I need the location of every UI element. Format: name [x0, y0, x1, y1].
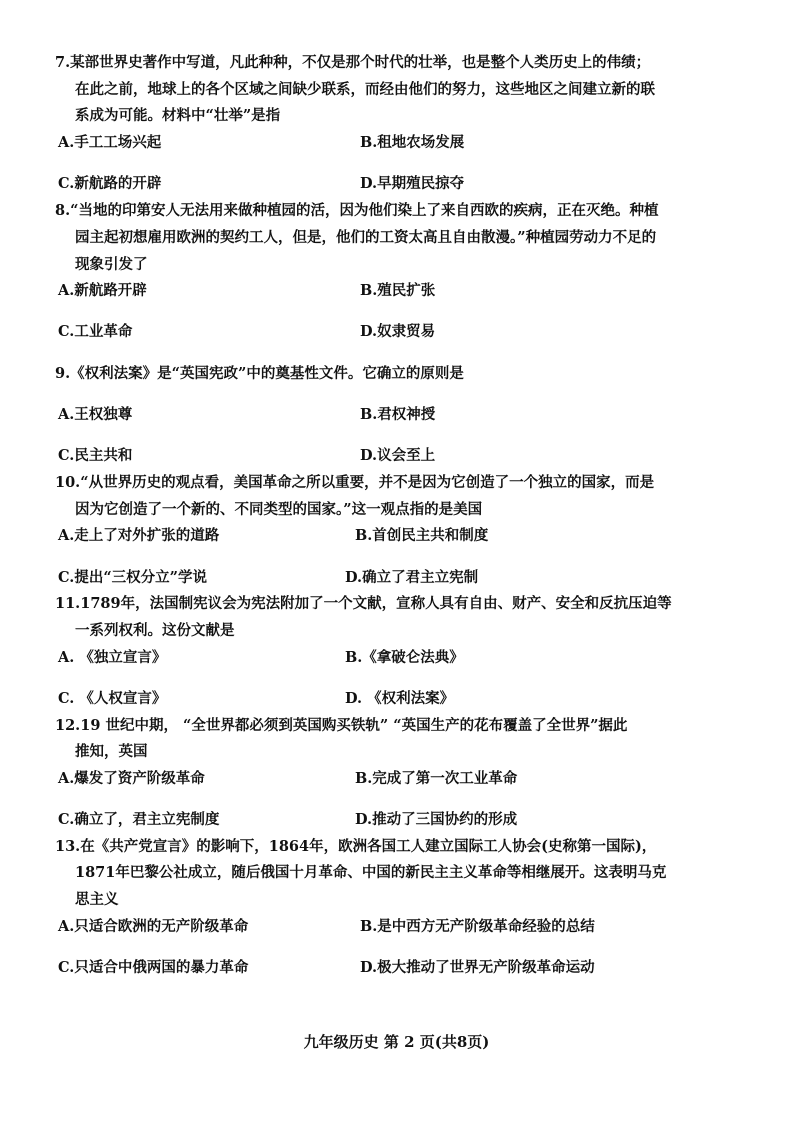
question-13-option-d[interactable]: D.极大推动了世界无产阶级革命运动	[360, 959, 595, 976]
question-11-stem-line-2: 一系列权利。这份文献是	[75, 622, 235, 639]
question-8-option-c[interactable]: C.工业革命	[58, 323, 133, 340]
question-8-stem-line-1: 8.“当地的印第安人无法用来做种植园的活，因为他们染上了来自西欧的疾病，正在灭绝。种植	[55, 202, 659, 219]
question-8-option-a[interactable]: A.新航路开辟	[58, 282, 147, 299]
question-11-option-c[interactable]: C. 《人权宣言》	[58, 690, 167, 707]
question-13-option-a[interactable]: A.只适合欧洲的无产阶级革命	[58, 918, 249, 935]
question-13-stem-line-3: 思主义	[75, 891, 119, 908]
question-10-option-b[interactable]: B.首创民主共和制度	[355, 527, 489, 544]
question-11-stem-line-1: 11.1789年，法国制宪议会为宪法附加了一个文献，宣称人具有自由、财产、安全和反抗压迫等	[55, 595, 672, 612]
question-7-stem-line-2: 在此之前，地球上的各个区域之间缺少联系，而经由他们的努力，这些地区之间建立新的联	[75, 81, 655, 98]
question-9-option-c[interactable]: C.民主共和	[58, 447, 133, 464]
question-8-stem-line-2: 园主起初想雇用欧洲的契约工人，但是，他们的工资太高且自由散漫。”种植园劳动力不足的	[75, 229, 657, 246]
question-12-option-a[interactable]: A.爆发了资产阶级革命	[58, 770, 205, 787]
question-13-option-b[interactable]: B.是中西方无产阶级革命经验的总结	[360, 918, 595, 935]
question-11-option-b[interactable]: B.《拿破仑法典》	[345, 649, 464, 666]
question-12-option-c[interactable]: C.确立了，君主立宪制度	[58, 811, 220, 828]
question-10-option-d[interactable]: D.确立了君主立宪制	[345, 569, 479, 586]
page-footer: 九年级历史 第 2 页(共8页)	[303, 1033, 490, 1051]
question-9-option-d[interactable]: D.议会至上	[360, 447, 436, 464]
question-7-option-b[interactable]: B.租地农场发展	[360, 134, 465, 151]
question-11-option-a[interactable]: A. 《独立宣言》	[58, 649, 167, 666]
question-12-stem-line-2: 推知，英国	[75, 743, 148, 760]
question-9-option-b[interactable]: B.君权神授	[360, 406, 436, 423]
question-13-stem-line-1: 13.在《共产党宣言》的影响下，1864年，欧洲各国工人建立国际工人协会(史称第一国际)，	[55, 838, 657, 855]
question-13-option-c[interactable]: C.只适合中俄两国的暴力革命	[58, 959, 249, 976]
question-11-option-d[interactable]: D. 《权利法案》	[345, 690, 455, 707]
question-9-option-a[interactable]: A.王权独尊	[58, 406, 133, 423]
question-8-option-d[interactable]: D.奴隶贸易	[360, 323, 436, 340]
question-10-stem-line-1: 10.“从世界历史的观点看，美国革命之所以重要，并不是因为它创造了一个独立的国家，而是	[55, 474, 655, 491]
question-7-stem-line-1: 7.某部世界史著作中写道，凡此种种，不仅是那个时代的壮举，也是整个人类历史上的伟绩；	[55, 54, 651, 71]
question-10-option-a[interactable]: A.走上了对外扩张的道路	[58, 527, 220, 544]
question-7-stem-line-3: 系成为可能。材料中“壮举”是指	[75, 107, 281, 124]
question-12-stem-line-1: 12.19 世纪中期， “全世界都必须到英国购买铁轨” “英国生产的花布覆盖了全世界”据此	[55, 717, 628, 734]
question-13-stem-line-2: 1871年巴黎公社成立，随后俄国十月革命、中国的新民主主义革命等相继展开。这表明马克	[75, 864, 667, 881]
question-7-option-a[interactable]: A.手工工场兴起	[58, 134, 162, 151]
question-12-option-b[interactable]: B.完成了第一次工业革命	[355, 770, 518, 787]
question-7-option-c[interactable]: C.新航路的开辟	[58, 175, 162, 192]
question-9-stem-line-1: 9.《权利法案》是“英国宪政”中的奠基性文件。它确立的原则是	[55, 365, 464, 382]
question-8-option-b[interactable]: B.殖民扩张	[360, 282, 436, 299]
question-10-stem-line-2: 因为它创造了一个新的、不同类型的国家。”这一观点指的是美国	[75, 501, 483, 518]
question-8-stem-line-3: 现象引发了	[75, 256, 148, 273]
question-12-option-d[interactable]: D.推动了三国协约的形成	[355, 811, 518, 828]
question-7-option-d[interactable]: D.早期殖民掠夺	[360, 175, 465, 192]
question-10-option-c[interactable]: C.提出“三权分立”学说	[58, 569, 208, 586]
